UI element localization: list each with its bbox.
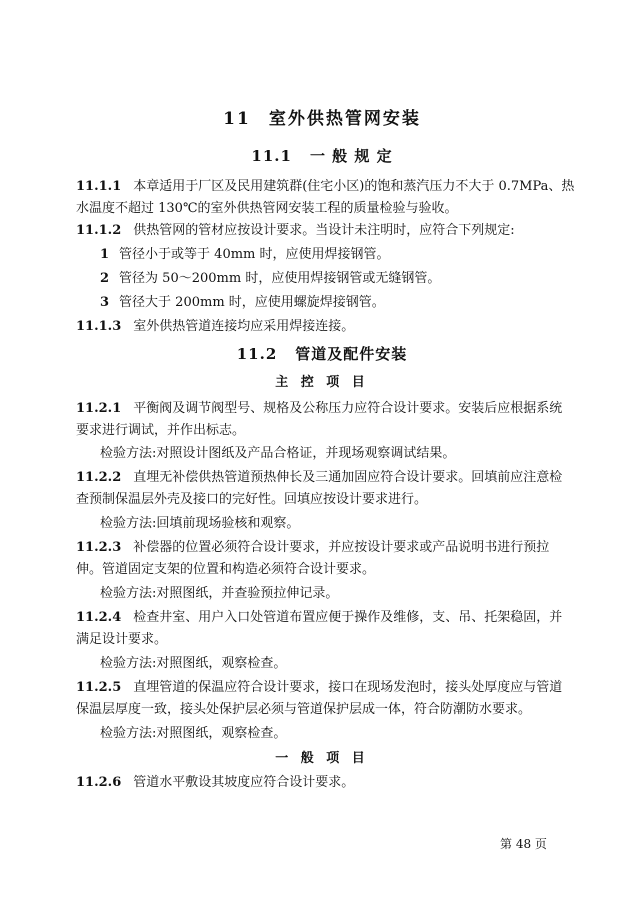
section-number: 11.2 [236,345,278,363]
clause-11-2-3-cont: 伸。管道固定支架的位置和构造必须符合设计要求。 [76,562,376,577]
clause-11-2-4-cont: 满足设计要求。 [76,632,168,647]
clause-text: 室外供热管道连接均应采用焊接连接。 [133,319,355,334]
clause-11-2-2-cont: 查预制保温层外壳及接口的完好性。回填应按设计要求进行。 [76,492,428,507]
list-item-number: 3 [100,295,110,310]
clause-text: 平衡阀及调节阀型号、规格及公称压力应符合设计要求。安装后应根据系统 [133,401,563,416]
section-11-2-heading [76,343,568,365]
clause-number: 11.2.4 [76,610,122,625]
clause-text: 直埋无补偿供热管道预热伸长及三通加固应符合设计要求。回填前应注意检 [133,470,563,485]
inspection-method: 检验方法:回填前现场验核和观察。 [100,516,300,531]
list-item-number: 2 [100,271,110,286]
clause-11-2-1 [76,398,568,420]
clause-number: 11.1.3 [76,319,122,334]
clause-11-2-5 [76,677,568,699]
clause-11-1-3 [76,316,568,338]
clause-text: 供热管网的管材应按设计要求。当设计未注明时，应符合下列规定: [133,223,515,238]
clause-11-1-1-cont: 水温度不超过 130℃的室外供热管网安装工程的质量检验与验收。 [76,201,458,216]
clause-number: 11.1.1 [76,179,122,194]
list-item [100,292,568,314]
main-control-items-heading: 主 控 项 目 [275,375,369,390]
general-items-heading: 一 般 项 目 [275,751,369,766]
clause-text: 补偿器的位置必须符合设计要求，并应按设计要求或产品说明书进行预拉 [133,540,550,555]
inspection-method: 检验方法:对照图纸，观察检查。 [100,656,287,671]
clause-11-2-3 [76,537,568,559]
chapter-title-text: 室外供热管网安装 [268,109,421,129]
clause-text: 直埋管道的保温应符合设计要求，接口在现场发泡时，接头处厚度应与管道 [133,680,563,695]
clause-11-1-2 [76,220,568,242]
list-item-text: 管径大于 200mm 时，应使用螺旋焊接钢管。 [119,295,385,310]
clause-11-2-5-cont: 保温层厚度一致，接头处保护层必须与管道保护层成一体，符合防潮防水要求。 [76,702,532,717]
section-title: 一 般 规 定 [309,147,393,165]
clause-text: 本章适用于厂区及民用建筑群(住宅小区)的饱和蒸汽压力不大于 0.7MPa、热 [133,179,575,194]
list-item [100,268,568,290]
chapter-title [76,108,568,130]
clause-11-2-6 [76,772,568,794]
section-number: 11.1 [251,147,292,165]
clause-text: 检查井室、用户入口处管道布置应便于操作及维修，支、吊、托架稳固，并 [133,610,563,625]
inspection-method: 检验方法:对照图纸，观察检查。 [100,726,287,741]
inspection-method: 检验方法:对照图纸，并查验预拉伸记录。 [100,586,339,601]
clause-11-2-2 [76,467,568,489]
clause-text: 管道水平敷设其坡度应符合设计要求。 [133,775,355,790]
inspection-method: 检验方法:对照设计图纸及产品合格证，并现场观察调试结果。 [100,446,456,461]
list-item [100,244,568,266]
clause-number: 11.2.1 [76,401,122,416]
clause-number: 11.2.5 [76,680,122,695]
chapter-number: 11 [223,109,251,129]
section-11-1-heading [76,145,568,167]
clause-number: 11.2.6 [76,775,122,790]
clause-number: 11.2.2 [76,470,122,485]
page-number: 第 48 页 [500,837,547,851]
list-item-number: 1 [100,247,110,262]
clause-11-2-1-cont: 要求进行调试，并作出标志。 [76,423,246,438]
clause-number: 11.1.2 [76,223,122,238]
clause-11-2-4 [76,607,568,629]
section-title: 管道及配件安装 [295,345,408,363]
clause-11-1-1 [76,176,575,198]
list-item-text: 管径为 50～200mm 时，应使用焊接钢管或无缝钢管。 [119,271,441,286]
clause-number: 11.2.3 [76,540,122,555]
list-item-text: 管径小于或等于 40mm 时，应使用焊接钢管。 [119,247,390,262]
